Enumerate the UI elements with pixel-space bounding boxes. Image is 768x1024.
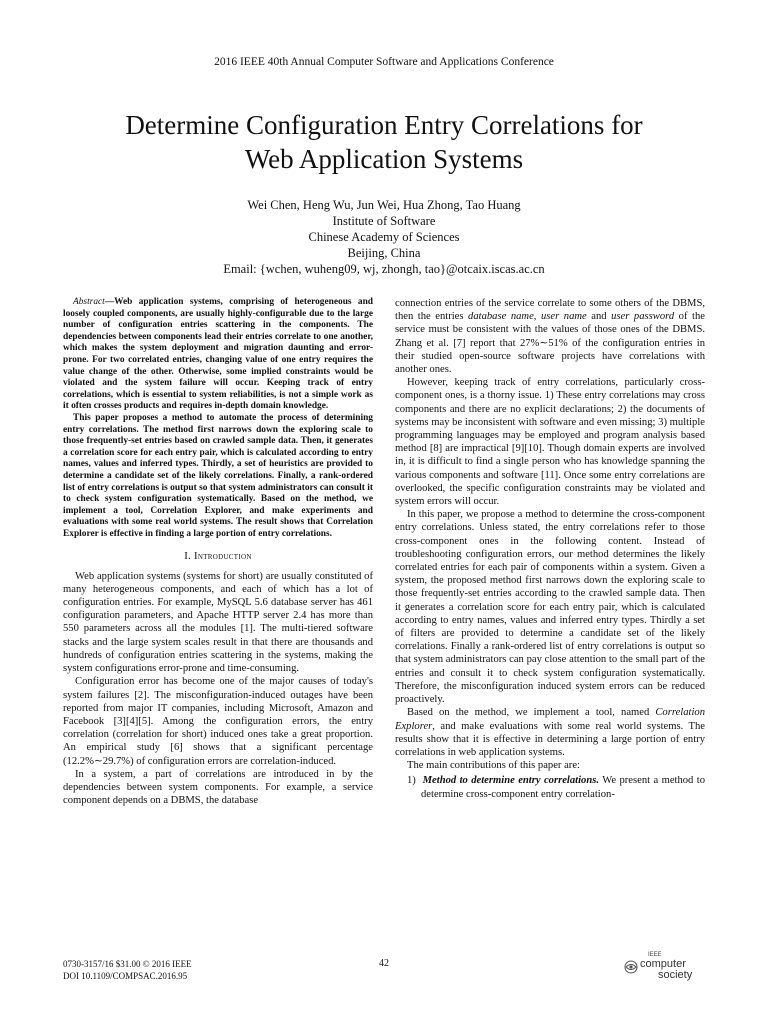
section-heading-introduction: [63, 550, 373, 563]
section-number: I.: [184, 551, 192, 563]
abstract-paragraph-2: This paper proposes a method to automate the process of determining entry correlations. The method first narrows down the exploring scale to those frequently-set entries based on crawled sample data. Then, it generates a correlation score for each entry pair, which is calculated according to entry names, values and inferred types. Thirdly, a set of heuristics are provided to determine a candidate set of the likely correlations. Finally, a rank-ordered list of entry correlations is output so that system administrators can consult it to check system configuration systematically. Based on the method, we implement a tool, Correlation Explorer, and make experiments and evaluations with some real world systems. The result shows that Correlation Explorer is effective in finding a large portion of entry correlations.: [63, 412, 373, 539]
paper-title: [60, 108, 708, 176]
computer-society-logo: [624, 952, 704, 982]
intro-paragraph-1: Web application systems (systems for short) are usually constituted of many heterogeneous components, and each of which has a lot of configuration entries. For example, MySQL 5.6 database server has 461 configuration parameters, and Apache HTTP server 2.4 has more than 550 parameters across all the modules [1]. The multi-tiered software stacks and the large system scales result in that there are thousands and hundreds of configuration entries scattering in the systems, making the system configurations error-prone and time-consuming.: [63, 570, 373, 675]
society-swirl-icon: [624, 960, 638, 974]
contribution-item-1: [395, 774, 705, 800]
affiliation-location: Beijing, China: [347, 246, 421, 260]
left-column: [63, 297, 373, 807]
title-line-2: Web Application Systems: [244, 144, 524, 174]
intro-paragraph-2: Configuration error has become one of the major causes of today's system failures [2]. The misconfiguration-induced outages have been reported from major IT companies, including Microsoft, Amazon and Facebook [3][4][5]. Among the configuration errors, the entry correlation (correlation for short) induced ones take a great proportion. An empirical study [6] shows that a significant percentage (12.2%∼29.7%) of configuration errors are correlation-induced.: [63, 676, 373, 767]
abstract: [63, 297, 373, 540]
contribution-text: We present a method to determine cross-component entry correlation-: [421, 775, 705, 800]
right-paragraph-4: Based on the method, we implement a tool, named Correlation Explorer, and make evaluations with some real world systems. The results show that it is effective in determining a large portion of entry correlations in web application systems.: [395, 707, 705, 758]
affiliation-academy: Chinese Academy of Sciences: [308, 230, 460, 244]
logo-society-text: society: [658, 969, 693, 981]
conference-header: 2016 IEEE 40th Annual Computer Software and Applications Conference: [214, 56, 554, 68]
author-block: [0, 197, 768, 277]
logo-computer-text: computer: [640, 958, 686, 970]
section-title: Introduction: [194, 551, 252, 563]
footer-copyright: 0730-3157/16 $31.00 © 2016 IEEE: [63, 959, 192, 969]
right-column: [395, 297, 705, 801]
right-paragraph-1: connection entries of the service correlate to some others of the DBMS, then the entries database name, user name and user password of the service must be consistent with the values of those ones of the DBMS. Zhang et al. [7] report that 27%∼51% of the configuration entries in their studied open-source software projects have correlations with another ones.: [395, 298, 705, 376]
intro-paragraph-3: In a system, a part of correlations are introduced in by the dependencies between system components. For example, a service component depends on a DBMS, the database: [63, 768, 373, 807]
right-paragraph-5: The main contributions of this paper are:: [407, 760, 580, 772]
contribution-title: Method to determine entry correlations.: [422, 775, 599, 787]
author-email: Email: {wchen, wuheng09, wj, zhongh, tao}@otcaix.iscas.ac.cn: [223, 262, 545, 276]
contribution-number: 1): [407, 775, 416, 787]
affiliation-institute: Institute of Software: [332, 214, 436, 228]
right-paragraph-3: In this paper, we propose a method to determine the cross-component entry correlations. Unless stated, the entry correlations refer to those cross-component ones in the following content. Instead of troubleshooting configuration errors, our method determines the likely correlated entries for each pair of components within a system. Given a system, the proposed method first narrows down the exploring scale to those frequently-set entries according to the crawled sample data. Then it generates a correlation score for each entry pair, which is calculated according to entry names, values and inferred entry types. Thirdly a set of filters are provided to determine a candidate set of the likely correlations. Finally a rank-ordered list of entry correlations is output so that system administrators can pay close attention to the small part of the entries and consult it to check system configuration systematically. Therefore, the misconfiguration induced system errors can be reduced proactively.: [395, 509, 705, 706]
footer-doi: DOI 10.1109/COMPSAC.2016.95: [63, 971, 188, 981]
author-names: Wei Chen, Heng Wu, Jun Wei, Hua Zhong, Tao Huang: [247, 198, 521, 212]
abstract-label: Abstract: [73, 297, 105, 307]
logo-ieee-text: IEEE: [648, 952, 662, 958]
page-number: 42: [379, 958, 389, 969]
right-paragraph-2: However, keeping track of entry correlations, particularly cross-component ones, is a thorny issue. 1) These entry correlations may cross components and there are no explicit declarations; 2) the documents of systems may be inconsistent with software and even missing; 3) multiple programming languages may be employed and program analysis based method [8] are impractical [9][10]. Though domain experts are involved in, it is difficult to find a single person who has knowledge spanning the various components and software [11]. Once some entry correlations are overlooked, the specific configuration constraints may be violated and system errors will occur.: [395, 377, 705, 508]
title-line-1: Determine Configuration Entry Correlations for: [125, 110, 643, 140]
abstract-paragraph-1: —Web application systems, comprising of heterogeneous and loosely coupled components, are usually highly-configurable due to the large number of configuration entries scattering in the components. The dependencies between components lead their entries correlate to one another, which makes the system deployment and migration daunting and error-prone. For two correlated entries, changing value of one entry requires the value change of the other. Otherwise, some implied constraints would be violated and the system failure will occur. Keeping track of entry correlations, which is essential to system reliabilities, is not a simple work as it often crosses products and requires in-depth domain knowledge.: [63, 297, 373, 412]
